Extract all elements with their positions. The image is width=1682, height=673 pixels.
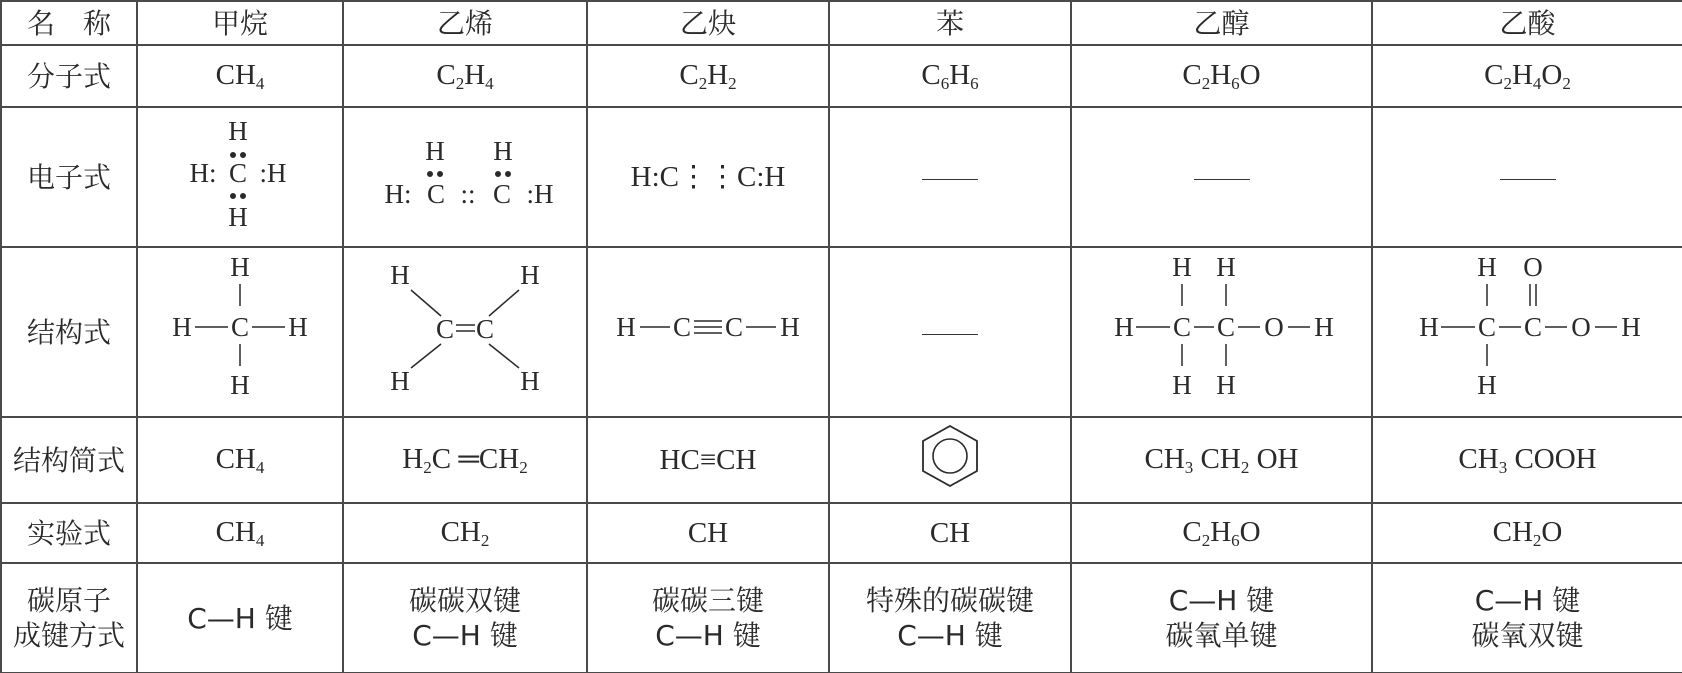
empirical-formula: CH bbox=[587, 503, 829, 563]
condensed-formula: $CH_3$ $CH_2$ OH bbox=[1071, 417, 1372, 503]
molecular-formula-row bbox=[1, 45, 1682, 107]
dash-placeholder bbox=[922, 179, 978, 180]
atom-c: C bbox=[230, 312, 250, 342]
condensed-formula: $CH_3$ COOH bbox=[1372, 417, 1682, 503]
atom-h: H bbox=[1418, 312, 1439, 342]
atom-h: H bbox=[493, 136, 513, 166]
atom-c: C bbox=[1523, 312, 1542, 342]
bonding-line2: C—H 键 bbox=[412, 619, 518, 652]
header-acetic-acid: 乙酸 bbox=[1372, 1, 1682, 45]
bonding-methane bbox=[137, 563, 343, 673]
bonding-line1: C—H 键 bbox=[1168, 584, 1275, 617]
atom-h: H bbox=[1113, 312, 1134, 342]
atom-h: H bbox=[228, 116, 248, 146]
bonding-line1: C—H 键 bbox=[1474, 584, 1581, 617]
empirical-formula: CH bbox=[829, 503, 1071, 563]
atom-h: H bbox=[230, 370, 250, 400]
bonding-line1: 碳碳三键 bbox=[651, 584, 764, 617]
atom-h: H bbox=[1215, 252, 1236, 282]
ethene-structural-formula bbox=[343, 247, 587, 417]
atom-h: H bbox=[1171, 370, 1192, 400]
atom-h: H bbox=[1171, 252, 1192, 282]
condensed-formula: $CH_4$ bbox=[137, 417, 343, 503]
header-ethyne: 乙炔 bbox=[587, 1, 829, 45]
row-label-bonding-line1: 碳原子 bbox=[26, 584, 111, 617]
bonding-line1: C—H 键 bbox=[187, 601, 293, 635]
condensed-formula: $H_2C$ $═CH_2$ bbox=[343, 417, 587, 503]
ethyne-electron-formula: H:C⋮⋮C:H bbox=[587, 107, 829, 247]
molecular-formula: $CH_4$ bbox=[137, 45, 343, 107]
atom-h: H bbox=[288, 312, 308, 342]
empirical-formula-row bbox=[1, 503, 1682, 563]
methane-electron-diagram bbox=[140, 108, 340, 238]
benzene-electron-formula bbox=[829, 107, 1071, 247]
acetic-acid-electron-formula bbox=[1372, 107, 1682, 247]
bonding-line2: 碳氧单键 bbox=[1165, 619, 1278, 652]
atom-o: O bbox=[1263, 312, 1284, 342]
atom-h: H bbox=[425, 136, 445, 166]
ethyne-structure-diagram bbox=[598, 248, 818, 408]
atom-h-left: H: bbox=[384, 179, 412, 209]
atom-c: C bbox=[475, 314, 495, 344]
double-bond-electrons: :: bbox=[460, 179, 476, 209]
atom-c: C bbox=[724, 312, 744, 342]
header-row bbox=[1, 1, 1682, 45]
bonding-line1: 特殊的碳碳键 bbox=[865, 584, 1034, 617]
condensed-formula: HC≡CH bbox=[587, 417, 829, 503]
atom-h: H bbox=[172, 312, 192, 342]
structural-formula-row bbox=[1, 247, 1682, 417]
atom-c: C bbox=[672, 312, 692, 342]
benzene-ring-icon bbox=[915, 420, 985, 492]
bonding-benzene bbox=[829, 563, 1071, 673]
row-label-condensed: 结构简式 bbox=[1, 417, 137, 503]
molecular-formula: $C_2H_2$ bbox=[587, 45, 829, 107]
methane-electron-formula bbox=[137, 107, 343, 247]
molecular-formula: $C_2H_4O_2$ bbox=[1372, 45, 1682, 107]
acetic-acid-structure-diagram bbox=[1403, 248, 1653, 408]
atom-c: C bbox=[426, 179, 446, 209]
row-label-bonding bbox=[1, 563, 137, 673]
atom-h-left: H: bbox=[189, 158, 217, 188]
dash-placeholder bbox=[922, 334, 978, 335]
molecular-formula: $C_6H_6$ bbox=[829, 45, 1071, 107]
row-label-electron: 电子式 bbox=[1, 107, 137, 247]
header-methane: 甲烷 bbox=[137, 1, 343, 45]
bonding-line1: 碳碳双键 bbox=[408, 584, 521, 617]
ethanol-electron-formula bbox=[1071, 107, 1372, 247]
atom-c: C bbox=[492, 179, 512, 209]
atom-h: H bbox=[520, 366, 540, 396]
atom-h: H bbox=[230, 252, 250, 282]
benzene-ring bbox=[829, 417, 1071, 503]
bonding-ethanol bbox=[1071, 563, 1372, 673]
molecular-formula: $C_2H_6O$ bbox=[1071, 45, 1372, 107]
atom-c: C bbox=[1477, 312, 1496, 342]
atom-h: H bbox=[520, 260, 540, 290]
atom-h-right: :H bbox=[259, 158, 287, 188]
methane-structure-diagram bbox=[140, 248, 340, 408]
bonding-line2: C—H 键 bbox=[897, 619, 1003, 652]
dash-placeholder bbox=[1194, 179, 1250, 180]
atom-h: H bbox=[1215, 370, 1236, 400]
bonding-line2: C—H 键 bbox=[655, 619, 761, 652]
bonding-ethene bbox=[343, 563, 587, 673]
atom-h: H bbox=[1476, 252, 1497, 282]
acetic-acid-structural-formula bbox=[1372, 247, 1682, 417]
ethene-electron-formula bbox=[343, 107, 587, 247]
atom-h: H bbox=[1620, 312, 1641, 342]
header-label: 名 称 bbox=[1, 1, 137, 45]
header-benzene: 苯 bbox=[829, 1, 1071, 45]
condensed-formula-row bbox=[1, 417, 1682, 503]
ethene-electron-diagram bbox=[350, 108, 580, 238]
header-ethanol: 乙醇 bbox=[1071, 1, 1372, 45]
atom-h: H bbox=[1313, 312, 1334, 342]
atom-h: H bbox=[390, 366, 410, 396]
header-ethene: 乙烯 bbox=[343, 1, 587, 45]
atom-h: H bbox=[780, 312, 800, 342]
bonding-row bbox=[1, 563, 1682, 673]
molecular-formula: $C_2H_4$ bbox=[343, 45, 587, 107]
atom-h: H bbox=[1476, 370, 1497, 400]
ethanol-structure-diagram bbox=[1102, 248, 1342, 408]
empirical-formula: $CH_4$ bbox=[137, 503, 343, 563]
atom-h-bottom: H bbox=[228, 202, 248, 232]
empirical-formula: $CH_2$ bbox=[343, 503, 587, 563]
row-label-structural: 结构式 bbox=[1, 247, 137, 417]
electron-formula-row bbox=[1, 107, 1682, 247]
bonding-acetic-acid bbox=[1372, 563, 1682, 673]
atom-h-right: :H bbox=[526, 179, 554, 209]
atom-c: C bbox=[435, 314, 455, 344]
empirical-formula: $C_2H_6O$ bbox=[1071, 503, 1372, 563]
benzene-structural-formula bbox=[829, 247, 1071, 417]
ethene-structure-diagram bbox=[355, 248, 575, 408]
methane-structural-formula bbox=[137, 247, 343, 417]
atom-o: O bbox=[1570, 312, 1591, 342]
atom-h: H bbox=[616, 312, 636, 342]
bonding-line2: 碳氧双键 bbox=[1471, 619, 1584, 652]
row-label-bonding-line2: 成键方式 bbox=[12, 619, 125, 652]
atom-c: C bbox=[1172, 312, 1191, 342]
ethanol-structural-formula bbox=[1071, 247, 1372, 417]
atom-o: O bbox=[1522, 252, 1543, 282]
bonding-ethyne bbox=[587, 563, 829, 673]
atom-h: H bbox=[390, 260, 410, 290]
row-label-empirical: 实验式 bbox=[1, 503, 137, 563]
ethyne-structural-formula bbox=[587, 247, 829, 417]
empirical-formula: $CH_2O$ bbox=[1372, 503, 1682, 563]
atom-c: C bbox=[1216, 312, 1235, 342]
dash-placeholder bbox=[1500, 179, 1556, 180]
row-label-molecular: 分子式 bbox=[1, 45, 137, 107]
atom-c: C bbox=[228, 158, 248, 188]
